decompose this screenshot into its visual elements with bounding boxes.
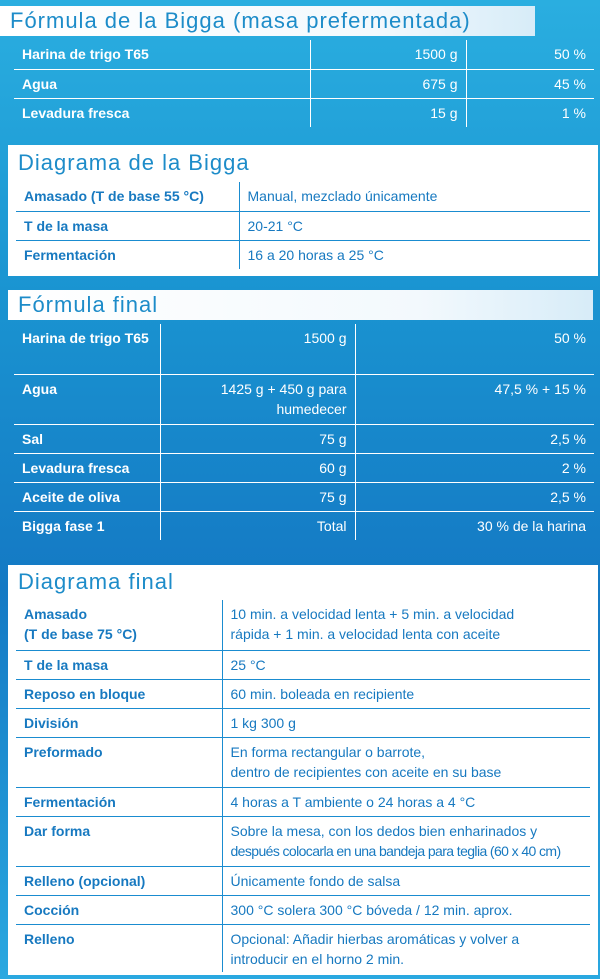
step-detail-line2: después colocarla en una bandeja para teglia (60 x 40 cm) (230, 842, 561, 859)
ingredient-name: Agua (14, 69, 310, 98)
step-detail-line2: dentro de recipientes con aceite en su base (230, 763, 502, 780)
table-row (14, 98, 594, 127)
ingredient-qty: 60 g (160, 453, 355, 482)
ingredient-name: Levadura fresca (14, 453, 160, 482)
ingredient-name: Agua (14, 374, 160, 424)
step-detail: 300 °C solera 300 °C bóveda / 12 min. aprox. (222, 895, 590, 924)
step-detail (222, 816, 590, 866)
ingredient-name: Harina de trigo T65 (14, 324, 160, 374)
table-row (16, 708, 590, 737)
table-row (16, 600, 590, 650)
step-detail (222, 737, 590, 787)
step-name: T de la masa (16, 211, 239, 240)
table-row (14, 453, 594, 482)
ingredient-qty: 75 g (160, 482, 355, 511)
table-row (16, 866, 590, 895)
table-row (14, 374, 594, 424)
step-detail (222, 924, 590, 972)
step-name: Reposo en bloque (16, 679, 222, 708)
step-detail: 25 °C (222, 650, 590, 679)
step-detail-line2: rápida + 1 min. a velocidad lenta con aceite (230, 626, 501, 642)
step-name: Dar forma (16, 816, 222, 866)
step-detail-line1: Sobre la mesa, con los dedos bien enharinados y (230, 822, 538, 839)
table-row (16, 737, 590, 787)
table-row (16, 895, 590, 924)
ingredient-pct: 47,5 % + 15 % (355, 374, 594, 424)
final-diagram-table (16, 600, 590, 972)
table-row (14, 511, 594, 540)
step-name (16, 600, 222, 650)
table-row (16, 182, 590, 211)
ingredient-name: Sal (14, 424, 160, 453)
step-name: Cocción (16, 895, 222, 924)
ingredient-pct: 1 % (466, 98, 594, 127)
table-row (14, 482, 594, 511)
ingredient-qty: 675 g (310, 69, 466, 98)
step-name: Relleno (24, 930, 75, 947)
ingredient-qty: Total (160, 511, 355, 540)
ingredient-pct: 2,5 % (355, 482, 594, 511)
step-detail: 60 min. boleada en recipiente (222, 679, 590, 708)
bigga-diagram-table (16, 182, 590, 269)
ingredient-qty: 1500 g (160, 324, 355, 374)
table-row (16, 650, 590, 679)
table-row (16, 787, 590, 816)
step-name-line2: (T de base 75 °C) (24, 626, 137, 642)
ingredient-pct: 50 % (355, 324, 594, 374)
table-row (16, 240, 590, 269)
step-detail: 4 horas a T ambiente o 24 horas a 4 °C (222, 787, 590, 816)
ingredient-name: Levadura fresca (22, 104, 130, 121)
ingredient-pct: 2 % (355, 453, 594, 482)
step-name: Fermentación (24, 246, 116, 263)
step-name: División (16, 708, 222, 737)
table-row (14, 324, 594, 374)
ingredient-pct: 50 % (466, 40, 594, 69)
ingredient-qty: 75 g (160, 424, 355, 453)
step-name: T de la masa (16, 650, 222, 679)
table-row (14, 69, 594, 98)
step-detail: 1 kg 300 g (222, 708, 590, 737)
step-detail-line1: Opcional: Añadir hierbas aromáticas y volver a (230, 930, 520, 947)
ingredient-pct: 45 % (466, 69, 594, 98)
table-row (16, 816, 590, 866)
table-row (16, 924, 590, 972)
step-detail: Únicamente fondo de salsa (222, 866, 590, 895)
ingredient-name: Harina de trigo T65 (14, 40, 310, 69)
bigga-formula-title: Fórmula de la Bigga (masa prefermentada) (0, 6, 535, 36)
step-name: Amasado (T de base 55 °C) (16, 182, 239, 211)
bigga-formula-table (14, 40, 594, 127)
step-detail-line1: En forma rectangular o barrote, (230, 743, 426, 760)
ingredient-qty: 1425 g + 450 g para humedecer (160, 374, 355, 424)
step-detail: 20-21 °C (239, 211, 590, 240)
step-detail: 16 a 20 horas a 25 °C (239, 240, 590, 269)
final-formula-table (14, 324, 594, 540)
final-formula-title: Fórmula final (8, 290, 593, 320)
bigga-diagram-title: Diagrama de la Bigga (8, 148, 598, 178)
ingredient-qty: 15 g (310, 98, 466, 127)
step-detail: Manual, mezclado únicamente (239, 182, 590, 211)
ingredient-name: Bigga fase 1 (22, 517, 105, 534)
ingredient-name: Aceite de oliva (14, 482, 160, 511)
step-name-line1: Amasado (24, 606, 88, 622)
step-detail-line1: 10 min. a velocidad lenta + 5 min. a velocidad (230, 606, 515, 622)
ingredient-pct: 30 % de la harina (355, 511, 594, 540)
ingredient-qty: 1500 g (310, 40, 466, 69)
table-row (14, 40, 594, 69)
step-detail-line2: introducir en el horno 2 min. (230, 950, 405, 967)
step-detail (222, 600, 590, 650)
table-row (14, 424, 594, 453)
step-name: Fermentación (16, 787, 222, 816)
final-diagram-title: Diagrama final (8, 567, 598, 597)
table-row (16, 679, 590, 708)
step-name: Preformado (16, 737, 222, 787)
ingredient-pct: 2,5 % (355, 424, 594, 453)
step-name: Relleno (opcional) (16, 866, 222, 895)
table-row (16, 211, 590, 240)
